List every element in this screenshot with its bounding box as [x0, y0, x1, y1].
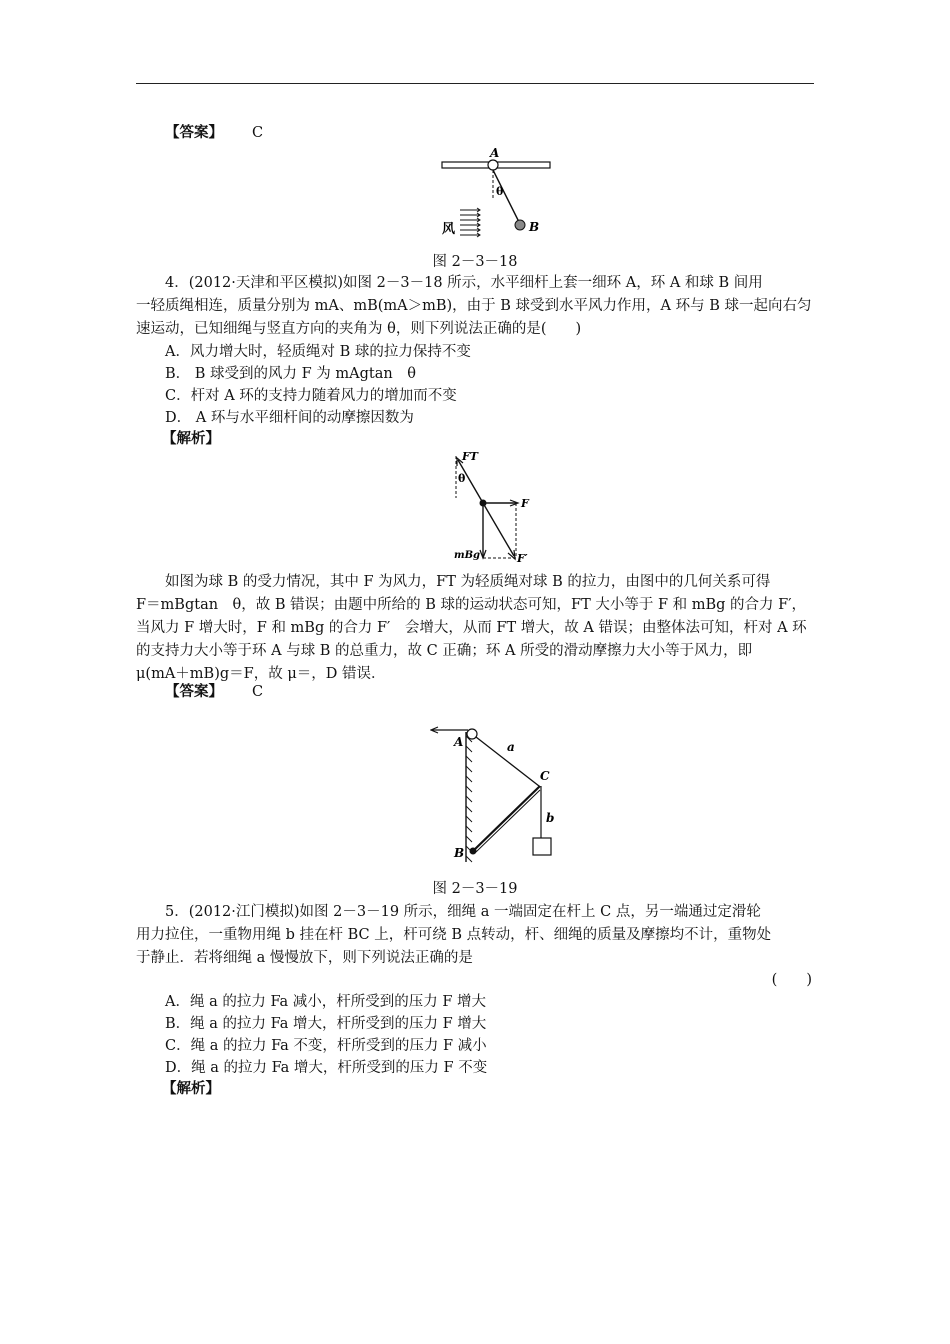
q4-explain-line-5: μ(mA＋mB)g＝F，故 μ＝，D 错误．: [136, 666, 386, 682]
force-label-theta: θ: [458, 472, 466, 485]
q5-answer-paren: ( ): [771, 972, 812, 988]
force-label-ft: FT: [462, 450, 478, 463]
force-label-mbg: mBg: [454, 550, 481, 561]
fig19-label-rope-b: b: [546, 811, 555, 825]
q4-explain-line-3: 当风力 F 增大时，F 和 mBg 的合力 F′ 会增大，从而 FT 增大，故 A 错误；由整体法可知，杆对 A 环: [136, 620, 807, 636]
q4-line-2: 一轻质绳相连，质量分别为 mA、mB(mA＞mB)，由于 B 球受到水平风力作用，A 环与 B 球一起向右匀: [136, 298, 812, 314]
q5-line-1: 5．(2012·江门模拟)如图 2－3－19 所示，细绳 a 一端固定在杆上 C 点，另一端通过定滑轮: [165, 904, 761, 920]
force-label-fprime: F′: [517, 552, 528, 565]
fig18-label-wind: 风: [442, 222, 456, 237]
figure-2-3-19: [430, 722, 570, 872]
header-rule: [136, 83, 814, 84]
q4-answer-value: C: [252, 684, 264, 700]
q4-line-3: 速运动，已知细绳与竖直方向的夹角为 θ，则下列说法正确的是( ): [136, 321, 582, 337]
wind-arrows: [460, 208, 480, 237]
q5-analysis-label: 【解析】: [162, 1080, 220, 1097]
q5-option-c: C．绳 a 的拉力 Fa 不变，杆所受到的压力 F 减小: [165, 1038, 487, 1054]
q4-explain-line-1: 如图为球 B 的受力情况，其中 F 为风力，FT 为轻质绳对球 B 的拉力，由图中的几何关系可得: [165, 574, 771, 590]
answer-value: C: [252, 125, 264, 141]
fig18-label-theta: θ: [496, 185, 504, 198]
q4-option-b: B． B 球受到的风力 F 为 mAgtan θ: [165, 366, 416, 382]
figure-2-3-18: [430, 140, 560, 244]
force-diagram: [440, 448, 550, 570]
q5-option-a: A．绳 a 的拉力 Fa 减小，杆所受到的压力 F 增大: [165, 994, 487, 1010]
q4-explain-line-4: 的支持力大小等于环 A 与球 B 的总重力，故 C 正确；环 A 所受的滑动摩擦力大小等于风力，即: [136, 643, 753, 659]
q4-option-a: A．风力增大时，轻质绳对 B 球的拉力保持不变: [165, 344, 471, 360]
fig19-label-c: C: [540, 769, 550, 783]
q4-explain-line-2: F＝mBgtan θ，故 B 错误；由题中所给的 B 球的运动状态可知，FT 大小等于 F 和 mBg 的合力 F′，: [136, 597, 807, 613]
fig19-label-rope-a: a: [507, 740, 515, 754]
force-label-f: F: [521, 497, 529, 510]
q4-analysis-label: 【解析】: [162, 430, 220, 447]
q5-option-d: D．绳 a 的拉力 Fa 增大，杆所受到的压力 F 不变: [165, 1060, 488, 1076]
fig19-label-b: B: [454, 846, 465, 860]
figure-caption-19: 图 2－3－19: [432, 881, 518, 897]
q4-answer-label: 【答案】: [165, 683, 223, 700]
fig18-label-b: B: [529, 220, 540, 234]
q5-line-3: 于静止．若将细绳 a 慢慢放下，则下列说法正确的是: [136, 950, 473, 966]
q4-line-1: 4．(2012·天津和平区模拟)如图 2－3－18 所示，水平细杆上套一细环 A，环 A 和球 B 间用: [165, 275, 763, 291]
fig19-label-a: A: [454, 735, 464, 749]
figure-caption-18: 图 2－3－18: [432, 254, 518, 270]
q5-option-b: B．绳 a 的拉力 Fa 增大，杆所受到的压力 F 增大: [165, 1016, 487, 1032]
fig18-label-a: A: [490, 146, 500, 160]
q5-line-2: 用力拉住，一重物用绳 b 挂在杆 BC 上，杆可绕 B 点转动，杆、细绳的质量及摩擦均不计，重物处: [136, 927, 772, 943]
answer-label: 【答案】: [165, 124, 223, 141]
q4-option-d: D． A 环与水平细杆间的动摩擦因数为: [165, 410, 414, 426]
q4-option-c: C．杆对 A 环的支持力随着风力的增加而不变: [165, 388, 457, 404]
